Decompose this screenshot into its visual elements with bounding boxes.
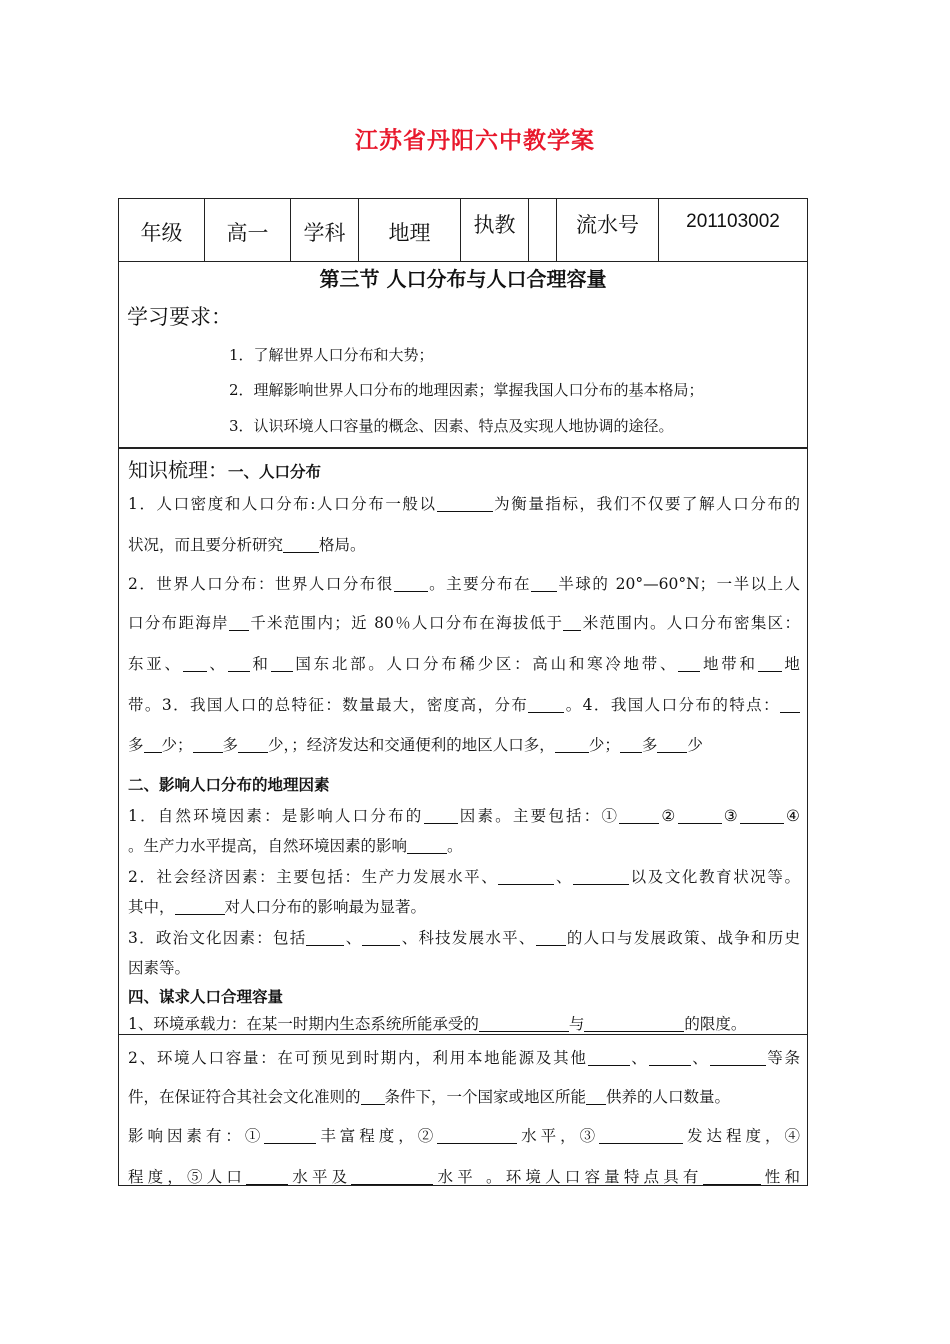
blank xyxy=(394,576,428,593)
blank xyxy=(678,656,700,673)
requirements-heading: 学习要求： xyxy=(127,305,232,329)
blank xyxy=(573,869,629,886)
lesson-plan-table xyxy=(118,198,808,1186)
blank xyxy=(563,615,581,632)
blank xyxy=(678,808,722,825)
text-line: 1．自然环境因素：是影响人口分布的 因素。主要包括：① ② ③ ④ xyxy=(128,807,800,825)
header-row xyxy=(119,199,807,262)
text-line: 带。3．我国人口的总特征：数量最大，密度高，分布 。4．我国人口分布的特点： xyxy=(128,693,800,715)
blank xyxy=(183,656,207,673)
blank xyxy=(175,899,225,916)
text-line: 东亚、 、 和 国东北部。人口分布稀少区：高山和寒冷地带、 地带和 地 xyxy=(128,655,800,673)
blank xyxy=(479,1016,569,1033)
blank xyxy=(586,1089,606,1106)
blank xyxy=(144,737,162,754)
blank xyxy=(271,656,293,673)
teacher-label-cell: 执教 xyxy=(461,199,529,261)
text-line: 1、环境承载力：在某一时期内生态系统所能承受的 与 的限度。 xyxy=(128,1015,747,1033)
blank xyxy=(584,1016,684,1033)
text-line: 影响因素有：① 丰富程度，② 水平，③ 发达程度，④ xyxy=(128,1127,800,1145)
text-line: 。生产力水平提高，自然环境因素的影响 。 xyxy=(128,837,463,855)
blank xyxy=(246,1169,288,1186)
blank xyxy=(424,808,458,825)
blank xyxy=(588,1050,630,1067)
subject-label-cell: 学科 xyxy=(291,199,359,261)
blank xyxy=(555,737,589,754)
blank xyxy=(531,576,557,593)
knowledge-heading-line xyxy=(128,454,800,483)
row-divider xyxy=(119,1034,807,1035)
blank xyxy=(228,656,250,673)
requirement-item: 2．理解影响世界人口分布的地理因素；掌握我国人口分布的基本格局； xyxy=(229,381,704,399)
lesson-title: 第三节 人口分布与人口合理容量 xyxy=(319,267,607,291)
blank xyxy=(536,930,566,947)
blank xyxy=(619,808,659,825)
subject-value-cell: 地理 xyxy=(359,199,461,261)
blank xyxy=(193,737,223,754)
grade-label-cell: 年级 xyxy=(119,199,205,261)
text-line: 3．政治文化因素：包括 、 、科技发展水平、 的人口与发展政策、战争和历史 xyxy=(128,929,800,947)
knowledge-heading: 知识梳理： xyxy=(128,458,228,482)
serial-label-cell: 流水号 xyxy=(557,199,659,261)
serial-value-cell: 201103002 xyxy=(686,211,780,232)
blank xyxy=(238,737,268,754)
text-line: 多 少； 多 少，；经济发达和交通便利的地区人口多， 少； 多 少 xyxy=(128,736,703,754)
blank xyxy=(306,930,344,947)
blank xyxy=(351,1169,433,1186)
blank xyxy=(620,737,642,754)
blank xyxy=(780,697,800,714)
text-line: 因素等。 xyxy=(128,959,191,977)
document-title: 江苏省丹阳六中教学案 xyxy=(355,127,595,154)
section-divider xyxy=(119,448,807,449)
text-line: 1．人口密度和人口分布:人口分布一般以 为衡量指标，我们不仅要了解人口分布的 xyxy=(128,495,800,513)
blank xyxy=(703,1169,761,1186)
blank xyxy=(758,656,782,673)
blank xyxy=(599,1128,683,1145)
text-line: 2、环境人口容量：在可预见到时期内，利用本地能源及其他 、 、 等条 xyxy=(128,1049,800,1067)
blank xyxy=(740,808,784,825)
blank xyxy=(361,1089,385,1106)
blank xyxy=(264,1128,316,1145)
blank xyxy=(362,930,400,947)
text-line: 件，在保证符合其社会文化准则的 条件下，一个国家或地区所能 供养的人口数量。 xyxy=(128,1088,731,1106)
blank xyxy=(657,737,687,754)
requirement-item: 3．认识环境人口容量的概念、因素、特点及实现人地协调的途径。 xyxy=(229,417,674,435)
blank xyxy=(407,838,447,855)
text-line: 程度，⑤人口 水平及 水平 。环境人口容量特点具有 性和 xyxy=(128,1168,800,1186)
blank xyxy=(649,1050,691,1067)
blank xyxy=(437,496,493,513)
blank xyxy=(229,615,249,632)
grade-value-cell: 高一 xyxy=(205,199,291,261)
section-heading: 二、影响人口分布的地理因素 xyxy=(128,775,330,794)
section-heading: 四、谋求人口合理容量 xyxy=(128,987,284,1006)
text-line: 其中， 对人口分布的影响最为显著。 xyxy=(128,898,427,916)
section-heading: 一、人口分布 xyxy=(228,462,322,481)
blank xyxy=(283,537,319,554)
text-line: 口分布距海岸 千米范围内；近 80％人口分布在海拔低于 米范围内。人口分布密集区： xyxy=(128,614,800,632)
text-line: 2．世界人口分布：世界人口分布很 。主要分布在 半球的 20°—60°N；一半以上人 xyxy=(128,575,800,593)
blank xyxy=(528,697,564,714)
blank xyxy=(710,1050,766,1067)
text-line: 2．社会经济因素：主要包括：生产力发展水平、 、 以及文化教育状况等。 xyxy=(128,868,800,886)
blank xyxy=(498,869,554,886)
text-line: 状况，而且要分析研究 格局。 xyxy=(128,536,366,554)
requirement-item: 1．了解世界人口分布和大势； xyxy=(229,346,434,364)
requirements-section xyxy=(119,261,807,448)
blank xyxy=(437,1128,517,1145)
teacher-value-cell xyxy=(529,199,557,261)
